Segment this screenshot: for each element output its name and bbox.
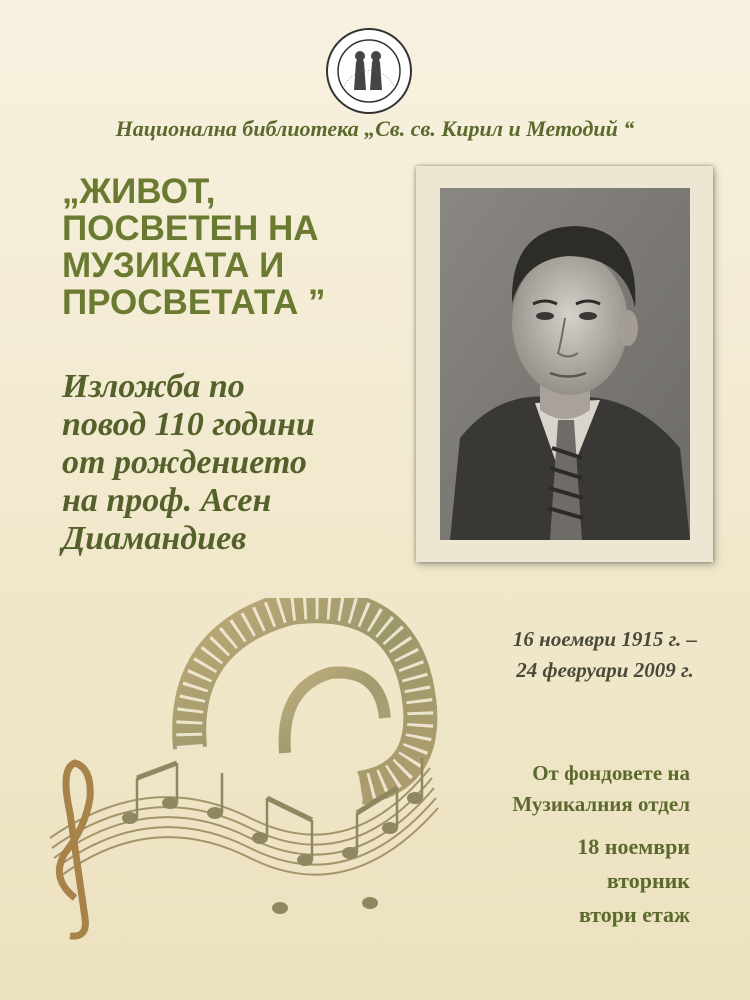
title-line: ПРОСВЕТАТА ” [62,283,326,322]
exhibition-title [62,173,392,321]
death-date: 24 февруари 2009 г. [516,658,694,682]
subtitle-line: на проф. Асен [62,482,272,519]
birth-date: 16 ноември 1915 г. – [512,627,698,651]
portrait-photo [416,166,713,562]
subtitle-line: повод 110 години [62,406,315,443]
title-line: „ЖИВОТ, [62,172,216,211]
fonds-note [420,758,690,820]
library-name: Национална библиотека „Св. св. Кирил и Методий “ [115,116,635,141]
life-dates [460,624,750,686]
fonds-line: От фондовете на [532,761,690,785]
title-line: МУЗИКАТА И [62,246,285,285]
library-seal-logo [324,26,414,116]
exhibition-subtitle [62,368,392,558]
event-date: 18 ноември [577,834,690,859]
music-notes-illustration [30,598,450,953]
subtitle-line: Изложба по [62,368,245,405]
fonds-line: Музикалния отдел [512,792,690,816]
title-line: ПОСВЕТЕН НА [62,209,319,248]
event-floor: втори етаж [578,902,690,927]
subtitle-line: от рождението [62,444,307,481]
subtitle-line: Диамандиев [62,520,247,557]
event-weekday: вторник [606,868,690,893]
event-details [420,830,690,932]
